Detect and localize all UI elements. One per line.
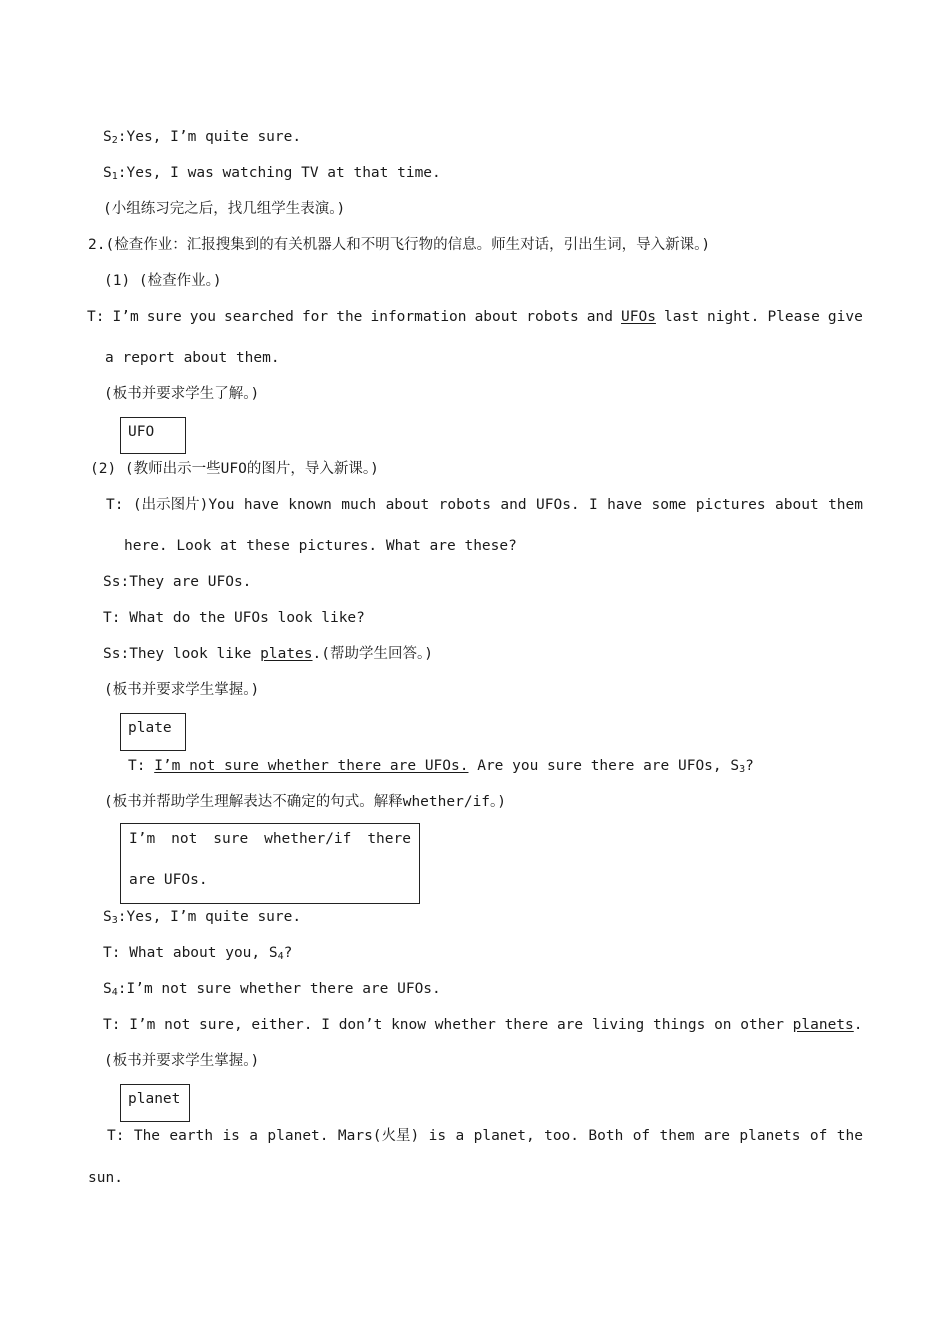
word: and xyxy=(586,309,613,325)
line-ss-plates: Ss:They look like plates.(帮助学生回答。) xyxy=(103,646,433,662)
sentence-line-1 xyxy=(129,829,411,849)
word: have xyxy=(243,497,279,513)
word: you xyxy=(189,309,216,325)
word: earth xyxy=(169,1128,214,1144)
word: for xyxy=(301,309,329,325)
vocab-plate: plate xyxy=(128,720,172,736)
word: is xyxy=(428,1128,447,1144)
word: T: xyxy=(106,497,124,513)
line-group-practice: (小组练习完之后，找几组学生表演。) xyxy=(103,201,346,217)
word: give xyxy=(827,309,863,325)
vocab-box-plate xyxy=(120,713,186,751)
word: are xyxy=(703,1128,731,1144)
word: there xyxy=(367,831,411,847)
word: Please xyxy=(767,309,820,325)
line-board-master-2: (板书并要求学生掌握。) xyxy=(104,1053,260,1069)
vocab-box-ufo xyxy=(120,417,186,454)
line-section-2: 2.(检查作业：汇报搜集到的有关机器人和不明飞行物的信息。师生对话，引出生词，导入新课。) xyxy=(88,237,711,253)
word: searched xyxy=(224,309,294,325)
word: last xyxy=(664,309,699,325)
line-t-what-about: T: What about you, $S_4$? xyxy=(103,945,293,962)
word: of xyxy=(809,1128,828,1144)
line-t-earth xyxy=(107,1126,863,1146)
word: about xyxy=(474,309,519,325)
line-t-look-like: T: What do the UFOs look like? xyxy=(103,610,365,626)
word: some xyxy=(651,497,687,513)
word: I’m xyxy=(112,309,139,325)
vocab-planet: planet xyxy=(128,1091,181,1107)
line-s3-sure: $S_3:Yes$, I’m quite sure. xyxy=(103,909,302,926)
line-t-not-sure: T: I’m not sure whether there are UFOs. Are you sure there are UFOs, $S_3$? xyxy=(128,758,754,775)
word: sure xyxy=(213,831,249,847)
word: about xyxy=(775,497,819,513)
sentence-box-whether xyxy=(120,823,420,904)
line-s4-not-sure: $S_4:I’m$ not sure whether there are UFOs. xyxy=(103,981,441,998)
word: The xyxy=(133,1128,161,1144)
line-look-pictures: here. Look at these pictures. What are these? xyxy=(124,538,517,554)
word: a xyxy=(455,1128,465,1144)
word: too. xyxy=(544,1128,580,1144)
word: the xyxy=(336,309,363,325)
word: I’m xyxy=(129,831,156,847)
word: whether/if xyxy=(264,831,352,847)
line-sun: sun. xyxy=(88,1170,123,1186)
word: and xyxy=(500,497,527,513)
word: T: xyxy=(107,1128,125,1144)
word: night. xyxy=(706,309,760,325)
word: robots xyxy=(526,309,579,325)
word: known xyxy=(288,497,332,513)
word: I xyxy=(589,497,598,513)
word: planets xyxy=(739,1128,801,1144)
line-board-explain: (板书并帮助学生理解表达不确定的句式。解释whether/if。) xyxy=(104,794,507,810)
word: pictures xyxy=(695,497,766,513)
word: a xyxy=(249,1128,259,1144)
line-board-understand: (板书并要求学生了解。) xyxy=(104,386,260,402)
word: much xyxy=(341,497,377,513)
word: not xyxy=(171,831,198,847)
line-s2-sure: $S_2:Yes$, I’m quite sure. xyxy=(103,129,302,146)
line-t-report xyxy=(87,307,863,327)
word: UFOs. xyxy=(536,497,580,513)
word: planet, xyxy=(473,1128,535,1144)
word: them xyxy=(659,1128,695,1144)
line-t-planets: T: I’m not sure, either. I don’t know whether there are living things on other planets. xyxy=(103,1017,863,1033)
word: them xyxy=(828,497,863,513)
word: have xyxy=(607,497,643,513)
vocab-box-planet xyxy=(120,1084,190,1122)
line-check-homework: (1) (检查作业。) xyxy=(104,273,222,289)
word: planet. xyxy=(267,1128,329,1144)
word: is xyxy=(222,1128,240,1144)
line-board-master-1: (板书并要求学生掌握。) xyxy=(104,682,260,698)
line-s1-watching: $S_1:Yes$, I was watching TV at that time. xyxy=(103,165,441,182)
word: robots xyxy=(438,497,492,513)
line-section-2-2: (2) (教师出示一些UFO的图片，导入新课。) xyxy=(90,461,379,477)
word: T: xyxy=(87,309,105,325)
line-report-cont: a report about them. xyxy=(105,350,280,366)
word: of xyxy=(632,1128,651,1144)
vocab-ufo: UFO xyxy=(128,424,155,440)
word: the xyxy=(836,1128,863,1144)
word: information xyxy=(370,309,467,325)
word: Mars(火星) xyxy=(337,1128,420,1144)
sentence-line-2: are UFOs. xyxy=(129,872,208,888)
line-ss-ufos: Ss:They are UFOs. xyxy=(103,574,252,590)
word: sure xyxy=(146,309,182,325)
word: about xyxy=(385,497,430,513)
word: UFOs xyxy=(621,309,656,325)
word: Both xyxy=(588,1128,624,1144)
line-t-pictures xyxy=(106,495,863,515)
word: (出示图片)You xyxy=(132,497,235,513)
